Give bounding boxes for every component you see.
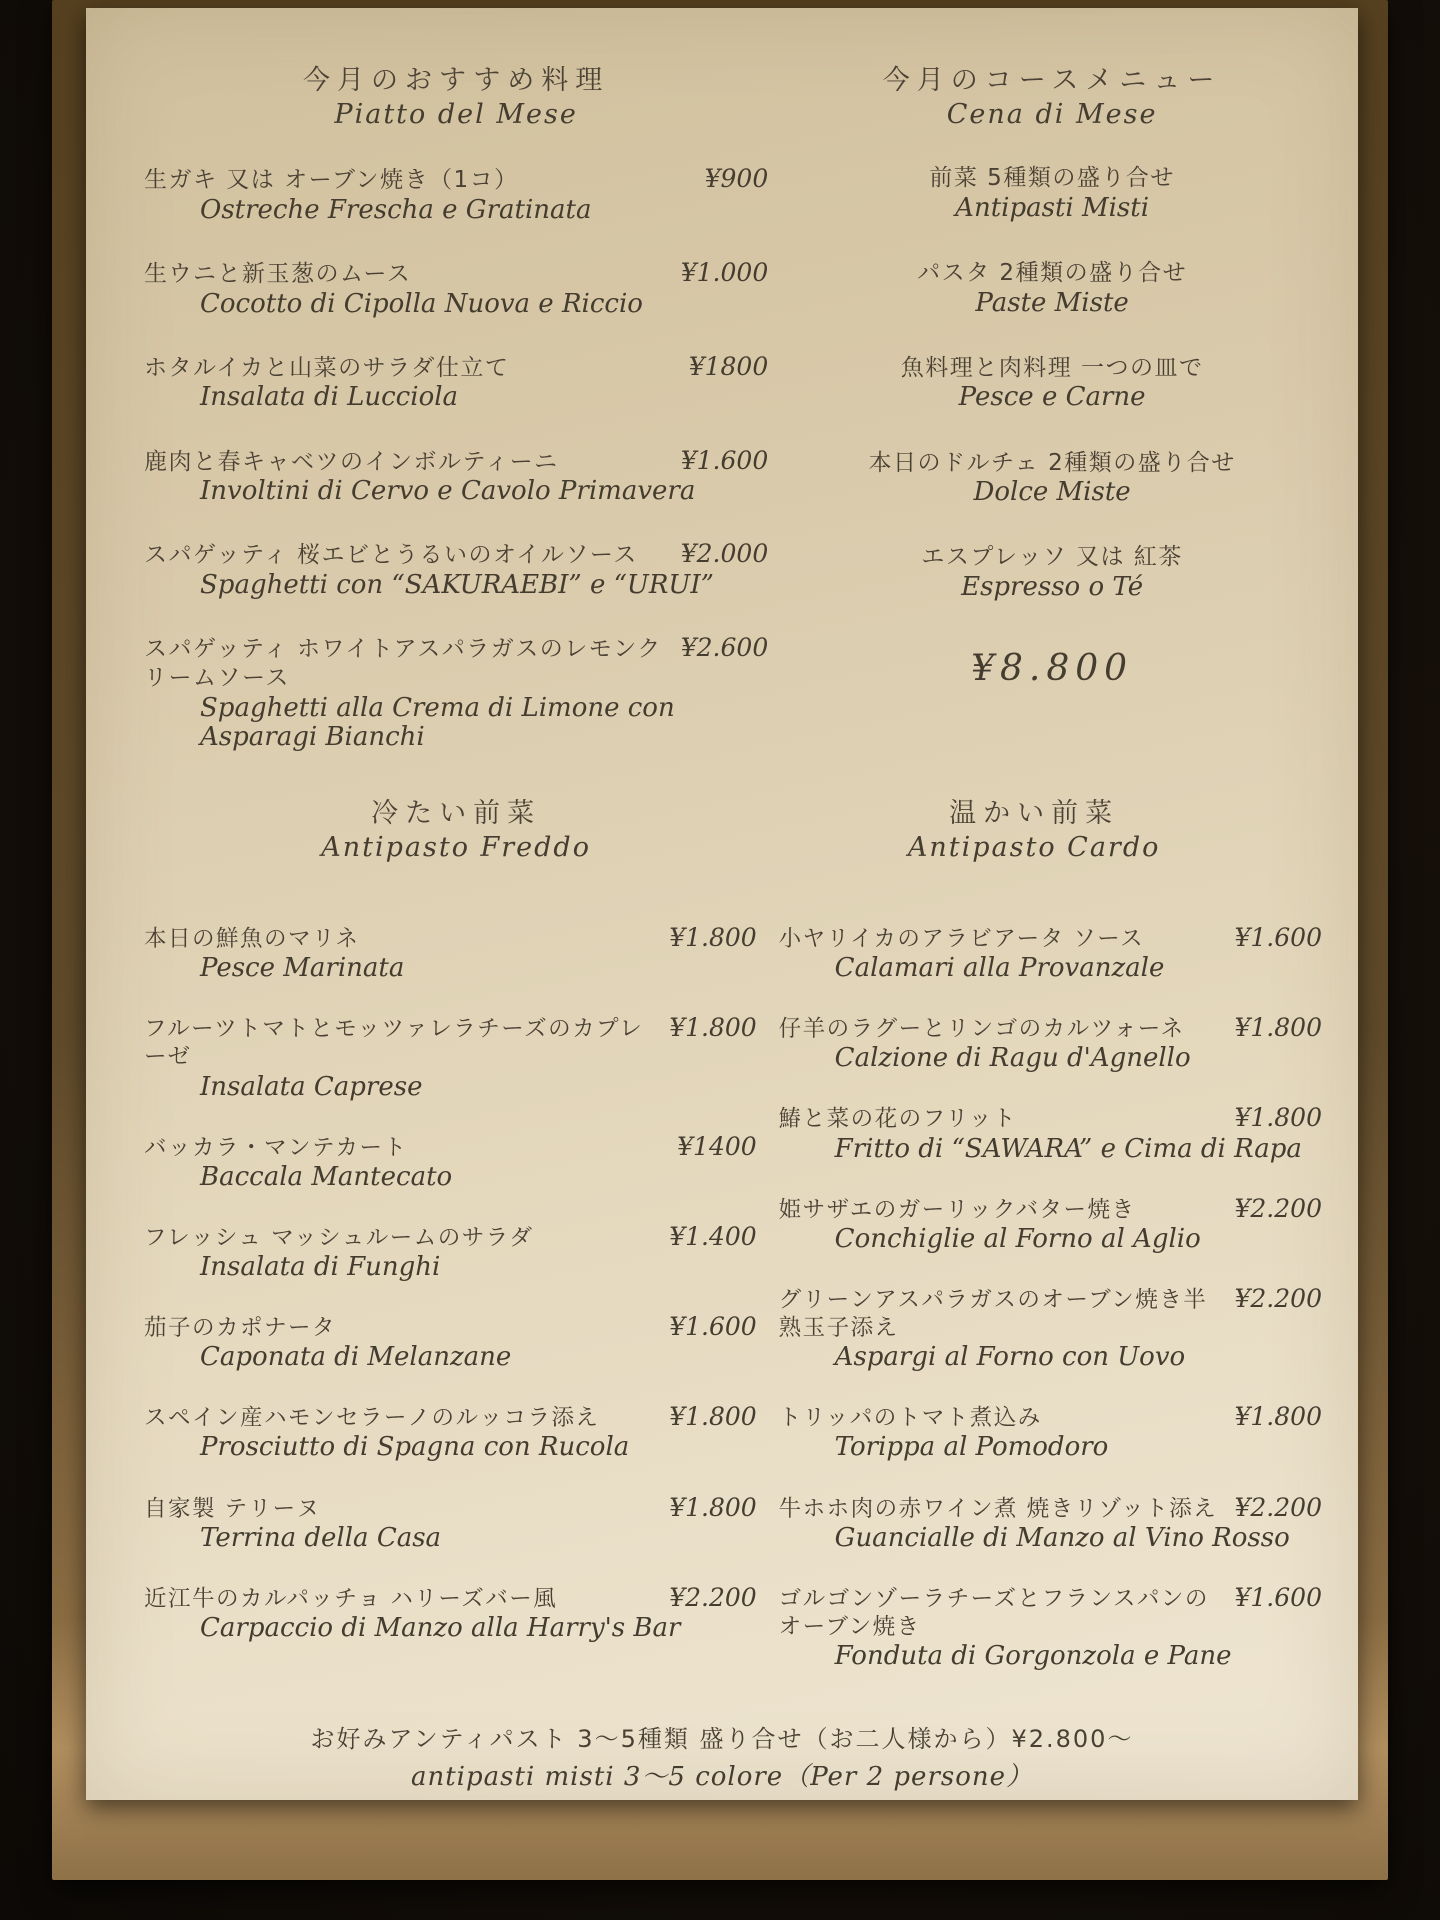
course-total-price: ¥8.800 [971, 648, 1134, 690]
item-name-it: Insalata Caprese [200, 1071, 423, 1102]
item-name-it: Spaghetti con “SAKURAEBI” e “URUI” [200, 570, 714, 601]
item-price: ¥900 [704, 164, 769, 193]
item-name-jp: 茄子のカポナータ [144, 1315, 337, 1342]
section-title-it: Antipasto Cardo [907, 832, 1161, 864]
item-name-jp: 近江牛のカルパッチョ ハリーズバー風 [144, 1585, 558, 1612]
item-name-jp: 鹿肉と春キャベツのインボルティーニ [144, 448, 559, 475]
item-name-jp: フルーツトマトとモッツァレラチーズのカプレーゼ [144, 1016, 644, 1071]
menu-item [144, 1493, 757, 1553]
item-price: ¥1.600 [669, 1312, 757, 1342]
item-name-jp: 鰆と菜の花のフリット [778, 1106, 1017, 1133]
menu-item [786, 354, 1318, 413]
item-name-jp: 姫サザエのガーリックバター焼き [778, 1196, 1136, 1223]
item-price: ¥1.800 [669, 1013, 757, 1043]
item-name-it: Calzione di Ragu d'Agnello [834, 1043, 1191, 1074]
menu-item [786, 164, 1318, 223]
antipasti-headers [144, 791, 1300, 897]
item-name-it: Fonduta di Gorgonzola e Pane [834, 1641, 1232, 1672]
section-header [144, 791, 768, 863]
item-price: ¥1.400 [669, 1221, 757, 1251]
section-title-it: Piatto del Mese [334, 99, 578, 130]
item-name-it: Espresso o Té [961, 572, 1144, 603]
item-name-it: Dolce Miste [973, 477, 1131, 508]
item-name-it: Insalata di Lucciola [200, 382, 459, 413]
item-price: ¥1800 [688, 351, 769, 381]
item-price: ¥1.600 [1234, 1582, 1322, 1612]
item-price: ¥1.800 [1234, 1402, 1322, 1432]
menu-item [779, 1013, 1322, 1073]
item-name-jp: 牛ホホ肉の赤ワイン煮 焼きリゾット添え [778, 1495, 1218, 1522]
section-warm-antipasti [779, 923, 1322, 1701]
section-title-jp: 今月のコースメニュー [882, 65, 1222, 96]
item-name-it: Paste Miste [975, 287, 1129, 318]
item-price: ¥2.200 [1234, 1283, 1322, 1313]
section-title-jp: 冷たい前菜 [371, 798, 542, 830]
section-header [144, 58, 768, 130]
section-title-it: Antipasto Freddo [321, 832, 591, 864]
item-name-it: Fritto di “SAWARA” e Cima di Rapa [834, 1133, 1302, 1164]
item-name-it: Torippa al Pomodoro [834, 1432, 1109, 1463]
section-title-it: Cena di Mese [946, 99, 1158, 130]
item-name-jp: エスプレッソ 又は 紅茶 [921, 544, 1183, 571]
section-title-jp: 今月のおすすめ料理 [302, 65, 610, 96]
item-name-it: Calamari alla Provanzale [834, 953, 1165, 984]
item-name-jp: 生ガキ 又は オーブン焼き（1コ） [144, 167, 519, 193]
section-cold-antipasti [144, 923, 757, 1701]
item-name-it: Antipasti Misti [955, 192, 1150, 223]
item-name-it: Guancialle di Manzo al Vino Rosso [834, 1522, 1290, 1553]
item-name-jp: 本日のドルチェ 2種類の盛り合せ [868, 449, 1236, 476]
item-name-jp: 自家製 テリーヌ [144, 1495, 321, 1522]
section-header [768, 791, 1300, 863]
item-name-jp: トリッパのトマト煮込み [778, 1405, 1042, 1432]
menu-item [779, 1402, 1322, 1462]
menu-item [144, 923, 757, 983]
item-name-it: Spaghetti alla Crema di Limone con Asparagi Bianchi [200, 692, 675, 752]
item-name-it: Caponata di Melanzane [200, 1342, 512, 1373]
item-name-jp: 小ヤリイカのアラビアータ ソース [778, 926, 1145, 953]
item-price: ¥1.800 [1234, 1103, 1322, 1133]
menu-item [786, 449, 1318, 508]
menu-item [144, 446, 768, 507]
menu-item [144, 539, 768, 600]
item-name-it: Involtini di Cervo e Cavolo Primavera [200, 476, 696, 507]
item-price: ¥1.800 [669, 923, 757, 953]
item-name-it: Prosciutto di Spagna con Rucola [200, 1432, 630, 1463]
item-price: ¥1.600 [680, 445, 769, 475]
top-columns [144, 58, 1300, 785]
item-name-jp: スペイン産ハモンセラーノのルッコラ添え [144, 1405, 600, 1432]
item-name-it: Cocotto di Cipolla Nuova e Riccio [200, 288, 643, 319]
assorted-antipasti-note [144, 1719, 1300, 1793]
item-name-it: Carpaccio di Manzo alla Harry's Bar [200, 1612, 681, 1643]
item-name-it: Ostreche Frescha e Gratinata [200, 194, 592, 225]
menu-item [144, 352, 768, 413]
menu-paper [86, 8, 1358, 1800]
menu-item [786, 259, 1318, 318]
item-name-it: Terrina della Casa [200, 1522, 442, 1553]
menu-item [144, 164, 768, 225]
menu-item [779, 1103, 1322, 1163]
item-name-jp: 前菜 5種類の盛り合せ [929, 165, 1175, 191]
menu-item [144, 1312, 757, 1372]
lower-columns [144, 923, 1322, 1701]
item-name-it: Aspargi al Forno con Uovo [834, 1342, 1186, 1373]
section-course-menu [786, 58, 1318, 785]
item-name-jp: 本日の鮮魚のマリネ [144, 926, 360, 953]
menu-item [144, 633, 768, 752]
item-name-jp: パスタ 2種類の盛り合せ [917, 259, 1188, 286]
menu-item [144, 1013, 757, 1101]
item-price: ¥1.600 [1234, 923, 1322, 953]
item-name-jp: フレッシュ マッシュルームのサラダ [144, 1224, 534, 1251]
item-name-jp: グリーンアスパラガスのオーブン焼き半熟玉子添え [778, 1286, 1208, 1342]
section-monthly-specials [144, 58, 768, 785]
menu-item [786, 543, 1318, 602]
menu-item [144, 1132, 757, 1192]
item-name-jp: 仔羊のラグーとリンゴのカルツォーネ [778, 1016, 1185, 1043]
item-price: ¥1.000 [680, 257, 769, 287]
item-price: ¥2.600 [680, 633, 769, 663]
menu-item [144, 1402, 757, 1462]
note-it: antipasti misti 3〜5 colore（Per 2 persone） [410, 1762, 1033, 1793]
item-name-jp: 魚料理と肉料理 一つの皿で [900, 354, 1204, 381]
menu-item [779, 1284, 1322, 1372]
item-price: ¥2.200 [1234, 1193, 1322, 1223]
note-jp: お好みアンティパスト 3〜5種類 盛り合せ（お二人様から）¥2.800〜 [310, 1725, 1134, 1754]
item-name-it: Insalata di Funghi [200, 1251, 441, 1282]
item-name-it: Conchiglie al Forno al Aglio [834, 1223, 1201, 1254]
section-header [786, 58, 1318, 130]
menu-item [144, 1222, 757, 1282]
item-name-jp: スパゲッティ 桜エビとうるいのオイルソース [144, 542, 638, 569]
menu-item [779, 1583, 1322, 1671]
item-name-jp: ゴルゴンゾーラチーズとフランスパンのオーブン焼き [778, 1585, 1209, 1640]
item-name-it: Pesce e Carne [958, 382, 1146, 413]
item-name-jp: スパゲッティ ホワイトアスパラガスのレモンクリームソース [144, 636, 662, 692]
item-price: ¥1.800 [669, 1402, 757, 1432]
item-price: ¥1400 [677, 1131, 757, 1161]
item-price: ¥2.200 [1234, 1492, 1322, 1522]
item-price: ¥2.200 [669, 1582, 757, 1612]
item-price: ¥2.000 [680, 539, 769, 569]
item-name-jp: 生ウニと新玉葱のムース [144, 260, 412, 287]
item-name-jp: バッカラ・マンテカート [144, 1134, 408, 1161]
menu-item [779, 1194, 1322, 1254]
menu-item [144, 1583, 757, 1643]
menu-item [779, 1493, 1322, 1553]
item-name-it: Pesce Marinata [200, 953, 405, 984]
item-name-jp: ホタルイカと山菜のサラダ仕立て [144, 354, 510, 381]
section-title-jp: 温かい前菜 [949, 798, 1120, 830]
item-price: ¥1.800 [1234, 1013, 1322, 1043]
menu-item [144, 258, 768, 319]
item-name-it: Baccala Mantecato [200, 1161, 453, 1192]
item-price: ¥1.800 [669, 1492, 757, 1522]
menu-item [779, 923, 1322, 983]
